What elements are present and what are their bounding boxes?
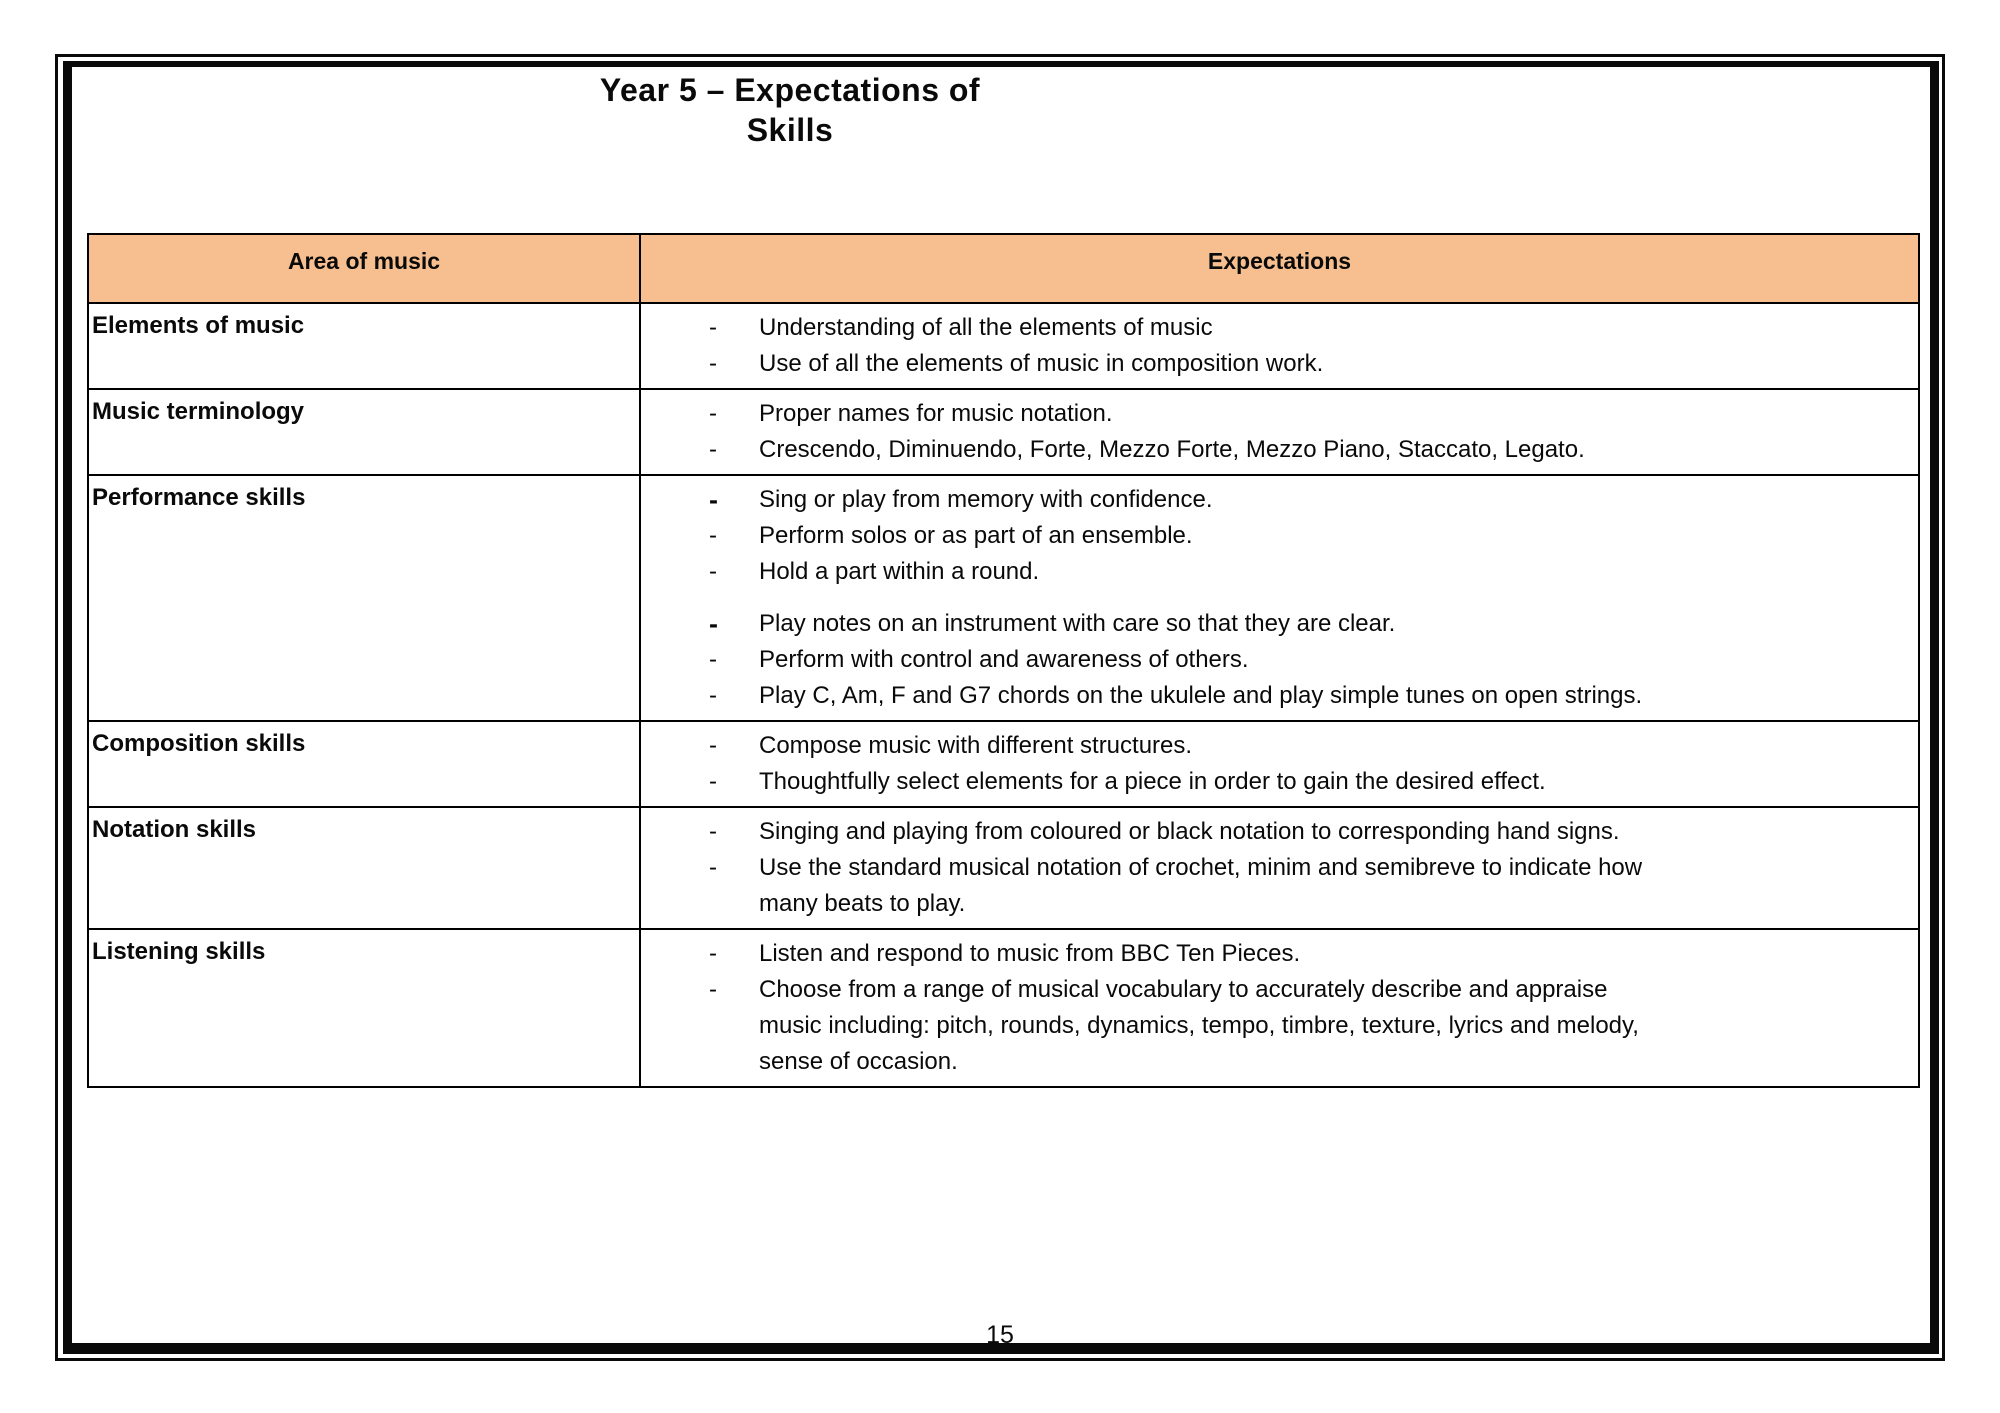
bullet-item: [641, 972, 1906, 1080]
header-area-of-music: Area of music: [89, 235, 641, 302]
bullet-text: [759, 972, 1906, 1080]
bullet-group: [641, 728, 1906, 800]
expectations-cell: [641, 390, 1918, 474]
bullet-text: [759, 642, 1906, 678]
bullet-item: [641, 814, 1906, 850]
bullet-line: Use of all the elements of music in composition work.: [759, 350, 1324, 377]
bullet-line: Play notes on an instrument with care so that they are clear.: [759, 610, 1396, 637]
area-of-music-label: Performance skills: [89, 476, 641, 720]
bullet-item: [641, 642, 1906, 678]
bullet-line: Compose music with different structures.: [759, 732, 1193, 759]
bullet-line: Thoughtfully select elements for a piece in order to gain the desired effect.: [759, 768, 1546, 795]
bullet-text: [759, 850, 1906, 922]
bullet-line: Singing and playing from coloured or black notation to corresponding hand signs.: [759, 818, 1620, 845]
bullet-dash: -: [709, 768, 717, 795]
bullet-text: [759, 432, 1906, 468]
bullet-group: [641, 606, 1906, 714]
bullet-group: [641, 936, 1906, 1080]
bullet-text: [759, 310, 1906, 346]
area-of-music-label: Notation skills: [89, 808, 641, 928]
bullet-text: [759, 814, 1906, 850]
area-of-music-label: Music terminology: [89, 390, 641, 474]
bullet-text: [759, 554, 1906, 590]
bullet-dash: -: [709, 646, 717, 673]
bullet-text: [759, 728, 1906, 764]
area-of-music-label: Composition skills: [89, 722, 641, 806]
bullet-text: [759, 482, 1906, 518]
table-row: [89, 930, 1918, 1086]
bullet-item: [641, 678, 1906, 714]
bullet-item: [641, 936, 1906, 972]
bullet-text: [759, 678, 1906, 714]
bullet-line: Perform with control and awareness of others.: [759, 646, 1249, 673]
bullet-text: [759, 346, 1906, 382]
bullet-item: [641, 850, 1906, 922]
bullet-dash: -: [709, 558, 717, 585]
table-body: [89, 304, 1918, 1086]
expectations-cell: [641, 808, 1918, 928]
bullet-item: [641, 518, 1906, 554]
bullet-item: [641, 728, 1906, 764]
page-title-line2: Skills: [746, 112, 834, 148]
bullet-line: Hold a part within a round.: [759, 558, 1040, 585]
table-row: [89, 808, 1918, 930]
bullet-group: [641, 310, 1906, 382]
bullet-line: Crescendo, Diminuendo, Forte, Mezzo Forte, Mezzo Piano, Staccato, Legato.: [759, 436, 1585, 463]
bullet-item: [641, 346, 1906, 382]
bullet-line: Perform solos or as part of an ensemble.: [759, 522, 1193, 549]
bullet-line: Play C, Am, F and G7 chords on the ukulele and play simple tunes on open strings.: [759, 682, 1643, 709]
bullet-dash: -: [709, 436, 717, 463]
bullet-item: [641, 764, 1906, 800]
bullet-dash: -: [709, 682, 717, 709]
bullet-group: [641, 482, 1906, 590]
expectations-table: [87, 233, 1920, 1088]
table-header-row: [89, 235, 1918, 304]
bullet-dash: -: [709, 350, 717, 377]
area-of-music-label: Elements of music: [89, 304, 641, 388]
expectations-cell: [641, 930, 1918, 1086]
bullet-dash: -: [709, 314, 717, 341]
bullet-group: [641, 396, 1906, 468]
area-of-music-label: Listening skills: [89, 930, 641, 1086]
table-row: [89, 476, 1918, 722]
bullet-group: [641, 814, 1906, 922]
page-number: 15: [986, 1321, 1014, 1349]
bullet-dash: -: [709, 976, 717, 1003]
bullet-item: [641, 310, 1906, 346]
bullet-line: Listen and respond to music from BBC Ten Pieces.: [759, 940, 1301, 967]
bullet-text: [759, 518, 1906, 554]
table-row: [89, 722, 1918, 808]
table-row: [89, 304, 1918, 390]
bullet-item: [641, 482, 1906, 518]
bullet-text: [759, 396, 1906, 432]
bullet-line: Proper names for music notation.: [759, 400, 1113, 427]
bullet-dash: -: [709, 400, 717, 427]
page-title: [69, 70, 1511, 150]
bullet-dash: -: [709, 609, 718, 639]
bullet-line: Sing or play from memory with confidence.: [759, 486, 1213, 513]
expectations-cell: [641, 476, 1918, 720]
bullet-item: [641, 554, 1906, 590]
bullet-line: many beats to play.: [759, 890, 966, 917]
bullet-text: [759, 936, 1906, 972]
bullet-item: [641, 396, 1906, 432]
bullet-item: [641, 606, 1906, 642]
bullet-dash: -: [709, 485, 718, 515]
bullet-dash: -: [709, 854, 717, 881]
bullet-line: Understanding of all the elements of music: [759, 314, 1213, 341]
header-expectations: Expectations: [641, 235, 1918, 302]
expectations-cell: [641, 304, 1918, 388]
bullet-line: music including: pitch, rounds, dynamics, tempo, timbre, texture, lyrics and melody,: [759, 1012, 1639, 1039]
bullet-dash: -: [709, 818, 717, 845]
bullet-text: [759, 606, 1906, 642]
page-title-line1: Year 5 – Expectations of: [599, 72, 981, 108]
table-row: [89, 390, 1918, 476]
bullet-item: [641, 432, 1906, 468]
bullet-dash: -: [709, 940, 717, 967]
bullet-dash: -: [709, 732, 717, 759]
expectations-cell: [641, 722, 1918, 806]
bullet-text: [759, 764, 1906, 800]
bullet-line: Choose from a range of musical vocabulary to accurately describe and appraise: [759, 976, 1608, 1003]
bullet-line: Use the standard musical notation of crochet, minim and semibreve to indicate how: [759, 854, 1643, 881]
bullet-dash: -: [709, 522, 717, 549]
bullet-line: sense of occasion.: [759, 1048, 958, 1075]
